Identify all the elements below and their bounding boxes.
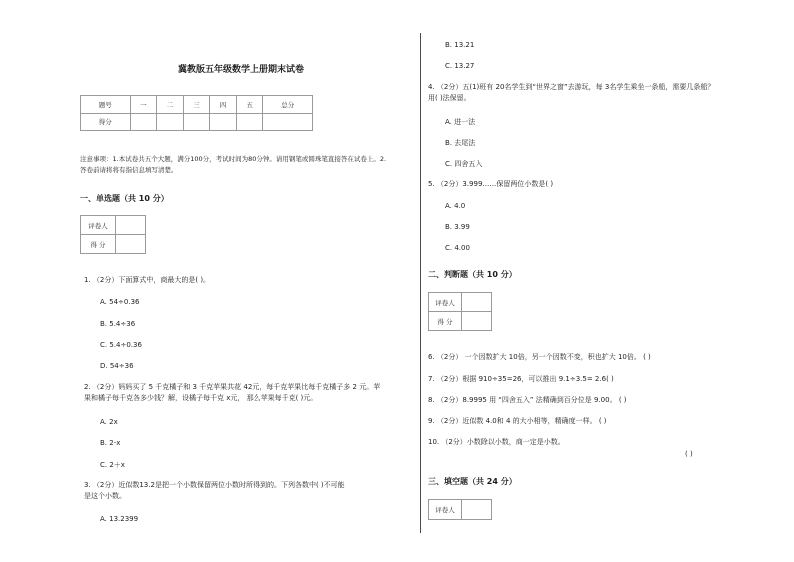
grader-box <box>428 499 492 520</box>
grader-cell[interactable] <box>462 500 492 520</box>
question-10: 10. （2分）小数除以小数，商一定是小数。 <box>428 438 565 446</box>
score-header-cell: 三 <box>183 96 210 114</box>
question-1-option-b[interactable]: B. 5.4÷36 <box>100 320 136 328</box>
question-2-option-c[interactable]: C. 2＋x <box>100 461 125 469</box>
grader-label: 评卷人 <box>81 216 116 235</box>
question-3-option-b[interactable]: B. 13.21 <box>445 41 475 49</box>
question-3-option-a[interactable]: A. 13.2399 <box>100 515 139 523</box>
grader-label: 评卷人 <box>429 500 462 520</box>
notice-line-2: 答卷前请将将有指信息填写清楚。 <box>80 166 178 174</box>
score-cell[interactable] <box>130 113 157 131</box>
question-10-answer-paren[interactable]: ( ) <box>685 450 693 458</box>
question-5-option-a[interactable]: A. 4.0 <box>445 202 466 210</box>
question-1-option-a[interactable]: A. 54÷0.36 <box>100 298 140 306</box>
section-2-heading: 二、判断题（共 10 分） <box>428 270 517 279</box>
question-4-option-c[interactable]: C. 四舍五入 <box>445 160 483 168</box>
score-header-cell: 四 <box>210 96 237 114</box>
question-9: 9. （2分）近似数 4.0和 4 的大小相等，精确度一样。 ( ) <box>428 417 607 425</box>
question-4-option-b[interactable]: B. 去尾法 <box>445 139 476 147</box>
question-3-option-c[interactable]: C. 13.27 <box>445 62 475 70</box>
score-header-cell: 题号 <box>81 96 131 114</box>
question-2-option-b[interactable]: B. 2-x <box>100 439 121 447</box>
question-5-option-c[interactable]: C. 4.00 <box>445 244 470 252</box>
question-2-option-a[interactable]: A. 2x <box>100 418 118 426</box>
grader-box <box>428 292 492 331</box>
question-5-option-b[interactable]: B. 3.99 <box>445 223 470 231</box>
score-cell[interactable] <box>236 113 263 131</box>
grader-score-label: 得 分 <box>81 235 116 254</box>
question-4-stem-line-2: 用( )法保留。 <box>428 94 471 102</box>
score-cell[interactable] <box>183 113 210 131</box>
grader-score-label: 得 分 <box>429 312 462 331</box>
score-table <box>80 95 313 131</box>
score-header-cell: 一 <box>130 96 157 114</box>
question-3-stem-line-2: 是这个小数。 <box>84 492 126 500</box>
grader-cell[interactable] <box>116 216 146 235</box>
score-cell[interactable] <box>210 113 237 131</box>
question-1-stem: 1. （2分）下面算式中，商最大的是( )。 <box>84 276 211 284</box>
question-5-stem: 5. （2分）3.999……保留两位小数是( ) <box>428 180 554 188</box>
grader-label: 评卷人 <box>429 293 462 312</box>
grader-score-cell[interactable] <box>462 312 492 331</box>
notice-line-1: 注意事项：1.本试卷共五个大题，满分100分，考试时间为80分钟。请用钢笔或圆珠笔直接答在试卷上。2. <box>80 155 387 163</box>
page-title: 冀教版五年级数学上册期末试卷 <box>178 65 305 75</box>
question-2-stem-line-2: 果和橘子每千克各多少钱？解，设橘子每千克 x元， 那么苹果每千克( )元。 <box>84 394 318 402</box>
question-2-stem-line-1: 2. （2分）妈妈买了 5 千克橘子和 3 千克苹果共花 42元，每千克苹果比每千克橘子多 2 元。苹 <box>84 383 381 391</box>
score-header-cell: 五 <box>236 96 263 114</box>
grader-score-cell[interactable] <box>116 235 146 254</box>
score-header-cell: 总分 <box>263 96 313 114</box>
column-divider <box>420 33 421 533</box>
question-7: 7. （2分）根据 910÷35=26，可以推出 9.1÷3.5= 2.6( ) <box>428 375 614 383</box>
question-3-stem-line-1: 3. （2分）近似数13.2是把一个小数保留两位小数时所得到的。下列各数中( )不可能 <box>84 481 345 489</box>
question-4-stem-line-1: 4. （2分）五(1)班有 20名学生到“世界之窗”去游玩，每 3名学生乘坐一条船，需要几条船？ <box>428 83 715 91</box>
question-6: 6. （2分） 一个因数扩大 10倍，另一个因数不变，积也扩大 10倍。 ( ) <box>428 353 651 361</box>
question-8: 8. （2分）8.9995 用 “四舍五入” 法精确到百分位是 9.00。 ( ) <box>428 396 627 404</box>
question-1-option-d[interactable]: D. 54÷36 <box>100 362 134 370</box>
score-row-label: 得分 <box>81 113 131 131</box>
question-1-option-c[interactable]: C. 5.4÷0.36 <box>100 341 142 349</box>
score-cell[interactable] <box>157 113 184 131</box>
question-4-option-a[interactable]: A. 进一法 <box>445 118 476 126</box>
section-3-heading: 三、填空题（共 24 分） <box>428 477 517 486</box>
grader-box <box>80 215 146 254</box>
score-cell[interactable] <box>263 113 313 131</box>
grader-cell[interactable] <box>462 293 492 312</box>
section-1-heading: 一、单选题（共 10 分） <box>80 194 169 203</box>
score-header-cell: 二 <box>157 96 184 114</box>
